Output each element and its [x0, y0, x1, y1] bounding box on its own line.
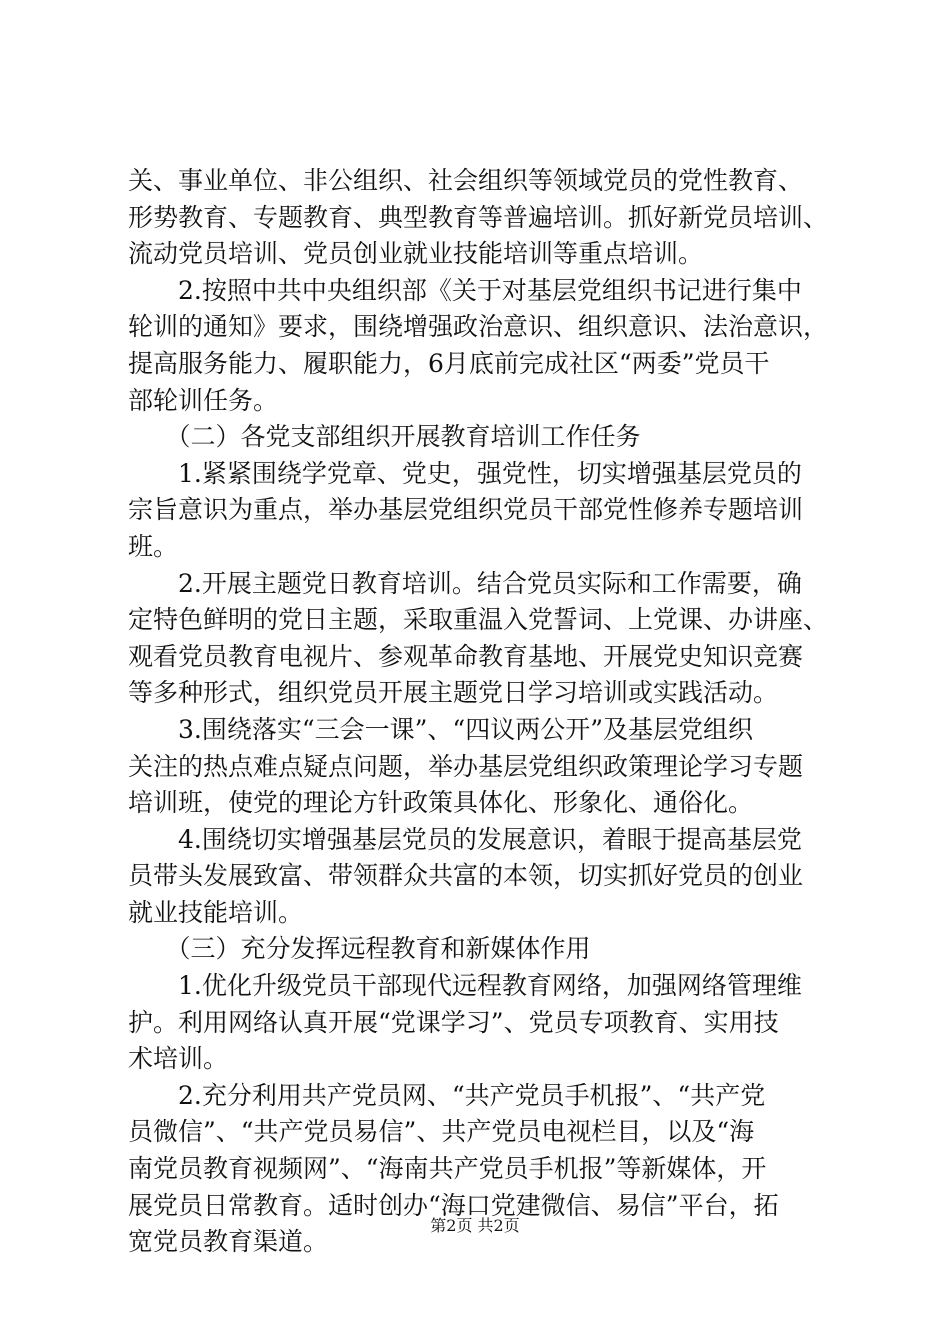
text-line: 2.按照中共中央组织部《关于对基层党组织书记进行集中 — [128, 275, 802, 305]
text-line: 3.围绕落实“三会一课”、“四议两公开”及基层党组织 — [128, 714, 753, 744]
text-line: 定特色鲜明的党日主题，采取重温入党誓词、上党课、办讲座、 — [128, 605, 829, 635]
text-line: 班。 — [128, 531, 179, 561]
text-line: 就业技能培训。 — [128, 897, 304, 927]
section-heading: （三）充分发挥远程教育和新媒体作用 — [128, 934, 591, 964]
text-line: 2.开展主题党日教育培训。结合党员实际和工作需要，确 — [128, 568, 802, 598]
text-line: 培训班，使党的理论方针政策具体化、形象化、通俗化。 — [128, 788, 754, 818]
text-line: 关、事业单位、非公组织、社会组织等领域党员的党性教育、 — [128, 166, 804, 195]
text-line: 展党员日常教育。适时创办“海口党建微信、易信”平台，拓 — [128, 1190, 779, 1220]
text-line: 1.优化升级党员干部现代远程教育网络，加强网络管理维 — [128, 971, 802, 1001]
section-heading: （二）各党支部组织开展教育培训工作任务 — [128, 422, 641, 452]
text-line: 部轮训任务。 — [128, 385, 279, 415]
text-line: 2.充分利用共产党员网、“共产党员手机报”、“共产党 — [128, 1080, 766, 1110]
text-line: 4.围绕切实增强基层党员的发展意识，着眼于提高基层党 — [128, 824, 802, 854]
text-line: 形势教育、专题教育、典型教育等普遍培训。抓好新党员培训、 — [128, 202, 829, 232]
text-line: 关注的热点难点疑点问题，举办基层党组织政策理论学习专题 — [128, 751, 804, 781]
text-line: 南党员教育视频网”、“海南共产党员手机报”等新媒体，开 — [128, 1154, 767, 1184]
text-line: 宗旨意识为重点，举办基层党组织党员干部党性修养专题培训 — [128, 495, 804, 525]
text-line: 提高服务能力、履职能力，6月底前完成社区“两委”党员干 — [128, 348, 770, 378]
text-line: 护。利用网络认真开展“党课学习”、党员专项教育、实用技 — [128, 1007, 779, 1037]
text-line: 轮训的通知》要求，围绕增强政治意识、组织意识、法治意识， — [128, 312, 829, 342]
text-line: 员微信”、“共产党员易信”、共产党员电视栏目，以及“海 — [128, 1117, 755, 1147]
text-line: 宽党员教育渠道。 — [128, 1227, 329, 1257]
text-line: 术培训。 — [128, 1044, 229, 1074]
page-number-footer: 第2页 共2页 — [430, 1216, 520, 1235]
body-text — [128, 163, 848, 1261]
text-line: 等多种形式，组织党员开展主题党日学习培训或实践活动。 — [128, 678, 779, 708]
text-line: 观看党员教育电视片、参观革命教育基地、开展党史知识竞赛 — [128, 641, 804, 671]
text-line: 流动党员培训、党员创业就业技能培训等重点培训。 — [128, 239, 704, 269]
text-line: 1.紧紧围绕学党章、党史，强党性，切实增强基层党员的 — [128, 458, 802, 488]
text-line: 员带头发展致富、带领群众共富的本领，切实抓好党员的创业 — [128, 861, 804, 891]
